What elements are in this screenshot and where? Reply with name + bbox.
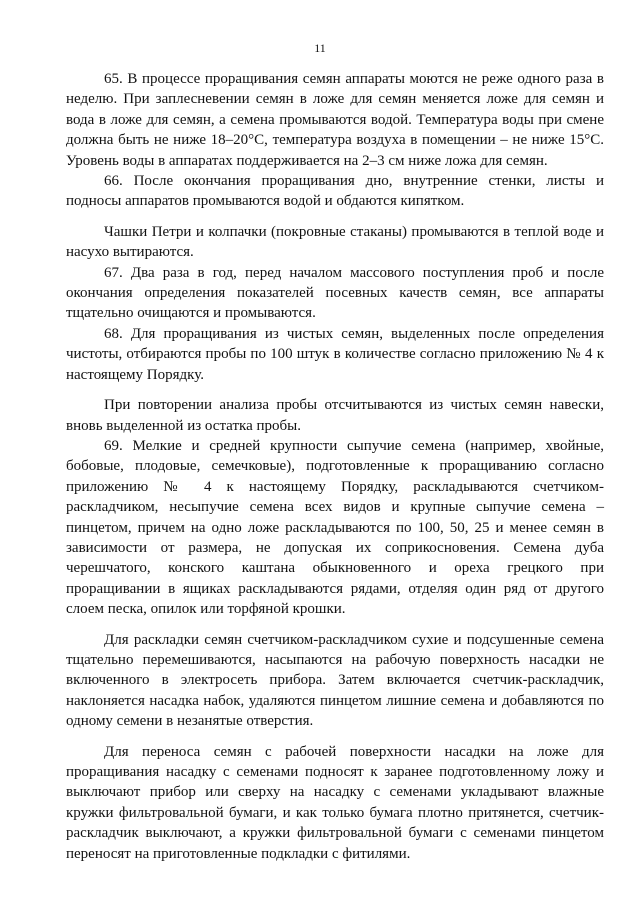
page-number: 11 [314, 41, 326, 55]
paragraph-petri-dishes: Чашки Петри и колпачки (покровные стаканы) промываются в теплой воде и насухо вытираются. [66, 223, 604, 261]
paragraph-67: 67. Два раза в год, перед началом массового поступления проб и после окончания определения показателей посевных качеств семян, все аппараты тщательно очищаются и промываются. [66, 264, 604, 322]
paragraph-65: 65. В процессе проращивания семян аппараты моются не реже одного раза в неделю. При заплесневении семян в ложе для семян меняется ложе для семян и вода в ложе для семян, а семена промываются водой. Температура воды при смене должна быть не ниже 18–20°С, температура воздуха в помещении – не ниже 15°С. Уровень воды в аппаратах поддерживается на 2–3 см ниже ложа для семян. [66, 71, 604, 169]
paragraph-counter-layout: Для раскладки семян счетчиком-раскладчиком сухие и подсушенные семена тщательно перемешиваются, насыпаются на рабочую поверхность насадки не включенного в электросеть прибора. Затем включается счетчик-раскладчик, наклоняется насадка набок, удаляются пинцетом лишние семена и добавляются по одному семени в незанятые отверстия. [66, 631, 604, 730]
paragraph-66: 66. После окончания проращивания дно, внутренние стенки, листы и подносы аппаратов промываются водой и обдаются кипятком. [66, 173, 604, 210]
paragraph-69: 69. Мелкие и средней крупности сыпучие семена (например, хвойные, бобовые, плодовые, семечковые), подготовленные к проращиванию согласно приложению № 4 к настоящему Порядку, раскладываются счетчиком-раскладчиком, несыпучие семена всех видов и крупные сыпучие семена – пинцетом, причем на одно ложе раскладываются по 100, 50, 25 и менее семян в зависимости от размера, не допуская их соприкосновения. Семена дуба черешчатого, конского каштана обыкновенного и ореха грецкого при проращивании в ящиках раскладываются рядами, отделяя один ряд от другого слоем песка, опилок или торфяной крошки. [66, 437, 604, 618]
paragraph-repeat-analysis: При повторении анализа пробы отсчитываются из чистых семян навески, вновь выделенной из остатка пробы. [66, 397, 604, 434]
paragraph-seed-transfer: Для переноса семян с рабочей поверхности насадки на ложе для проращивания насадку с семенами подносят к заранее подготовленному ложу и выключают прибор или сверху на насадку с семенами укладывают влажные кружки фильтровальной бумаги, и как только бумага плотно притянется, счетчик-раскладчик выключают, а кружки фильтровальной бумаги с семенами пинцетом переносят на приготовленные подкладки с фитилями. [66, 743, 604, 862]
paragraph-68: 68. Для проращивания из чистых семян, выделенных после определения чистоты, отбираются пробы по 100 штук в количестве согласно приложению № 4 к настоящему Порядку. [66, 325, 604, 383]
document-body [66, 69, 604, 864]
